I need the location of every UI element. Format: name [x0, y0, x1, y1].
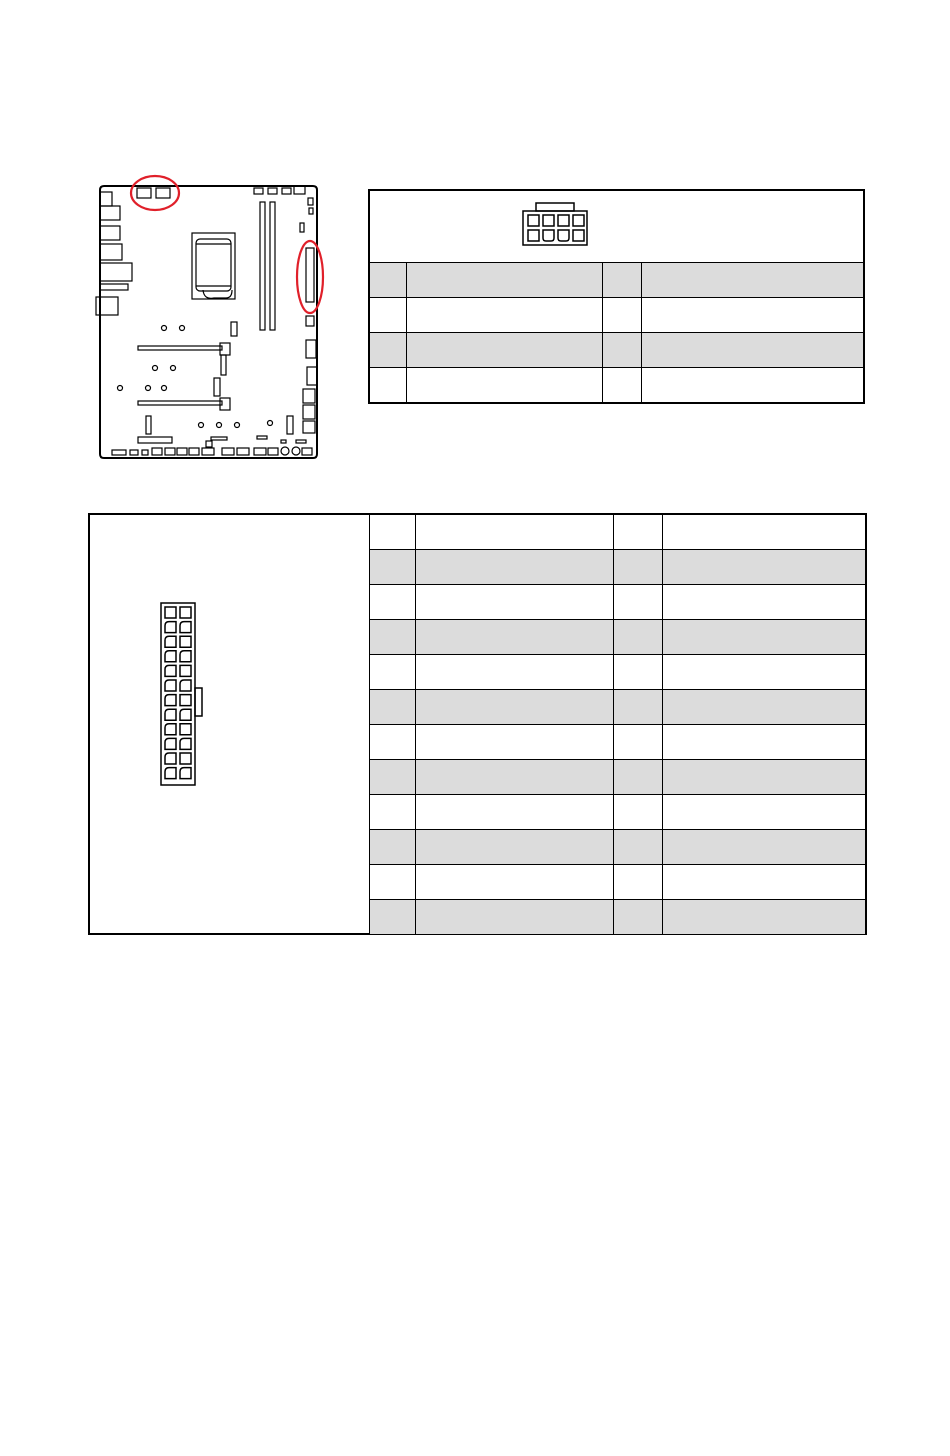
- table-cell: [663, 760, 866, 795]
- table-cell: [370, 725, 416, 760]
- connector-pin: [180, 768, 191, 779]
- table-cell: [663, 655, 866, 690]
- table-cell: [663, 795, 866, 830]
- table-cell: [614, 900, 663, 935]
- 24-pin-connector-icon: [155, 598, 207, 790]
- table-row: [370, 725, 866, 760]
- table-cell: [370, 620, 416, 655]
- table-cell: [663, 690, 866, 725]
- connector-pin: [165, 709, 176, 720]
- table-cell: [416, 515, 614, 550]
- motherboard-layout-diagram: [90, 165, 330, 465]
- table-cell: [370, 865, 416, 900]
- connector-pin: [165, 768, 176, 779]
- table-cell: [370, 900, 416, 935]
- table-cell: [416, 690, 614, 725]
- connector-pin: [165, 753, 176, 764]
- table-row: [370, 550, 866, 585]
- table-cell: [614, 655, 663, 690]
- table-cell: [663, 725, 866, 760]
- table-cell: [370, 690, 416, 725]
- table-cell: [614, 515, 663, 550]
- connector-pin: [165, 695, 176, 706]
- table-cell: [370, 515, 416, 550]
- table-cell: [416, 900, 614, 935]
- table-cell: [614, 585, 663, 620]
- table-row: [370, 585, 866, 620]
- connector-pin: [180, 695, 191, 706]
- connector-pin: [180, 636, 191, 647]
- table-cell: [416, 550, 614, 585]
- table-cell: [370, 830, 416, 865]
- table-cell: [370, 655, 416, 690]
- table-cell: [416, 760, 614, 795]
- table-cell: [663, 515, 866, 550]
- connector-pin: [165, 724, 176, 735]
- table-cell: [416, 795, 614, 830]
- table-cell: [614, 690, 663, 725]
- table-cell: [370, 795, 416, 830]
- 8-pin-connector-icon: [520, 200, 590, 248]
- table-cell: [614, 865, 663, 900]
- connector-pin: [180, 651, 191, 662]
- table-row: [370, 760, 866, 795]
- connector-pin: [180, 622, 191, 633]
- table-row: [370, 830, 866, 865]
- connector-pin: [165, 680, 176, 691]
- table-cell: [663, 830, 866, 865]
- table-cell: [614, 550, 663, 585]
- table-cell: [614, 620, 663, 655]
- table-cell: [614, 725, 663, 760]
- connector-pin: [180, 607, 191, 618]
- table-cell: [614, 795, 663, 830]
- table-cell: [416, 865, 614, 900]
- table-cell: [416, 655, 614, 690]
- connector-pin: [165, 738, 176, 749]
- connector-pin: [180, 724, 191, 735]
- connector-pin: [165, 607, 176, 618]
- table-cell: [663, 865, 866, 900]
- connector-pin: [165, 651, 176, 662]
- table-row: [370, 515, 866, 550]
- table-row: [370, 620, 866, 655]
- connector-pin: [180, 680, 191, 691]
- table-cell: [663, 900, 866, 935]
- table-cell: [663, 550, 866, 585]
- table-row: [370, 795, 866, 830]
- table-cell: [370, 760, 416, 795]
- table-row: [370, 865, 866, 900]
- table-cell: [663, 620, 866, 655]
- table-row: [370, 263, 864, 298]
- table-row: [370, 690, 866, 725]
- connector-pin: [165, 636, 176, 647]
- cpu-power-pin-table: [369, 262, 864, 403]
- connector-pin: [180, 738, 191, 749]
- table-row: [370, 333, 864, 368]
- table-cell: [416, 620, 614, 655]
- connector-pin: [165, 665, 176, 676]
- table-row: [370, 900, 866, 935]
- table-cell: [614, 830, 663, 865]
- table-row: [370, 298, 864, 333]
- connector-pin: [180, 665, 191, 676]
- atx-power-pin-table: [369, 514, 866, 935]
- connector-pin: [180, 753, 191, 764]
- connector-pin: [180, 709, 191, 720]
- table-cell: [663, 585, 866, 620]
- connector-pin: [165, 622, 176, 633]
- table-row: [370, 655, 866, 690]
- table-cell: [416, 830, 614, 865]
- table-cell: [370, 550, 416, 585]
- table-row: [370, 368, 864, 403]
- table-cell: [416, 585, 614, 620]
- table-cell: [614, 760, 663, 795]
- table-cell: [370, 585, 416, 620]
- table-cell: [416, 725, 614, 760]
